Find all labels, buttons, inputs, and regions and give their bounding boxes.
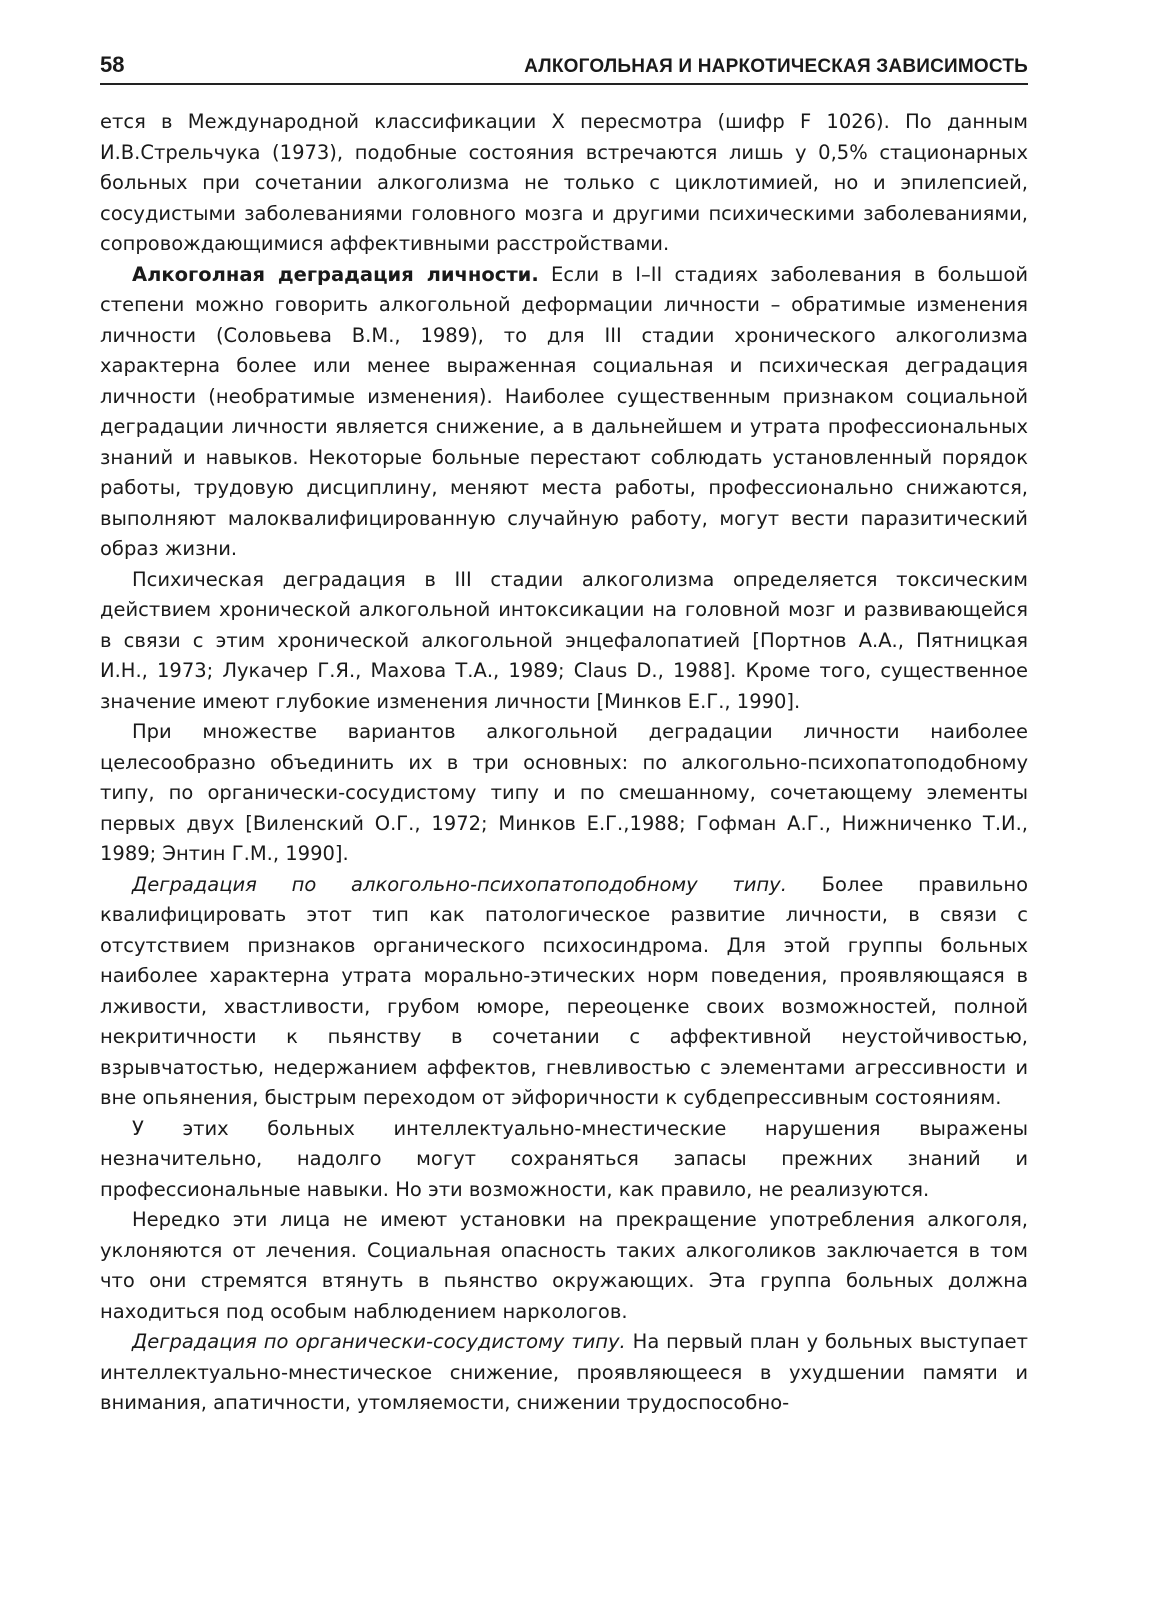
paragraph-continued [100, 107, 1028, 260]
paragraph-alcohol-degradation [100, 260, 1028, 565]
running-title: АЛКОГОЛЬНАЯ И НАРКОТИЧЕСКАЯ ЗАВИСИМОСТЬ [524, 56, 1028, 77]
book-page [100, 52, 1028, 1419]
paragraph-text: Более правильно квалифицировать этот тип как патологическое развитие личности, в связи с отсутствием признаков органического психосиндрома. Для этой группы больных наиболее характерна утрата морально-этических норм поведения, проявляющаяся в лживости, хвастливости, грубом юморе, переоценке своих возможностей, полной некритичности к пьянству в сочетании с аффективной неустойчивостью, взрывчатостью, недержанием аффектов, гневливостью с элементами агрессивности и вне опьянения, быстрым переходом от эйфоричности к субдепрессивным состояниям. [100, 872, 1028, 1109]
paragraph-text: У этих больных интеллектуально-мнестические нарушения выражены незначительно, надолго могут сохраняться запасы прежних знаний и профессиональные навыки. Но эти возможности, как правило, не реализуются. [100, 1116, 1028, 1201]
paragraph-text: Психическая деградация в III стадии алкоголизма определяется токсическим действием хронической алкогольной интоксикации на головной мозг и развивающейся в связи с этим хронической алкогольной энцефалопатией [Портнов А.А., Пятницкая И.Н., 1973; Лукачер Г.Я., Махова Т.А., 1989; Claus D., 1988]. Кроме того, существенное значение имеют глубокие изменения личности [Минков Е.Г., 1990]. [100, 567, 1028, 713]
paragraph-psychic-degradation [100, 565, 1028, 718]
paragraph-organic-vascular-type [100, 1327, 1028, 1419]
page-number: 58 [100, 52, 125, 77]
paragraph-social-danger [100, 1205, 1028, 1327]
paragraph-mnestic-disorders [100, 1114, 1028, 1206]
subsection-run-in-heading: Деградация по алкогольно-психопатоподобному типу. [132, 872, 787, 896]
section-run-in-heading: Алкоголная деградация личности. [132, 262, 539, 286]
subsection-run-in-heading: Деградация по органически-сосудистому типу. [132, 1330, 626, 1353]
paragraph-text: На первый план у больных выступает интеллектуально-мнестическое снижение, проявляющееся в ухудшении памяти и внимания, апатичности, утомляемости, снижении трудоспособно- [100, 1330, 1028, 1414]
paragraph-degradation-variants [100, 717, 1028, 870]
paragraph-text: Нередко эти лица не имеют установки на прекращение употребления алкоголя, уклоняются от лечения. Социальная опасность таких алкоголиков заключается в том что они стремятся втянуть в пьянство окружающих. Эта группа больных должна находиться под особым наблюдением наркологов. [100, 1208, 1028, 1323]
paragraph-psychopathic-type [100, 870, 1028, 1114]
running-header [100, 52, 1028, 85]
body-text [100, 107, 1028, 1419]
paragraph-text: ется в Международной классификации X пересмотра (шифр F 1026). По данным И.В.Стрельчука (1973), подобные состояния встречаются лишь у 0,5% стационарных больных при сочетании алкоголизма не только с циклотимией, но и эпилепсией, сосудистыми заболеваниями головного мозга и другими психическими заболеваниями, сопровождающимися аффективными расстройствами. [100, 110, 1028, 255]
paragraph-text: При множестве вариантов алкогольной деградации личности наиболее целесообразно объединить их в три основных: по алкогольно-психопатоподобному типу, по органически-сосудистому типу и по смешанному, сочетающему элементы первых двух [Виленский О.Г., 1972; Минков Е.Г.,1988; Гофман А.Г., Нижниченко Т.И., 1989; Энтин Г.М., 1990]. [100, 720, 1028, 865]
paragraph-text: Если в I–II стадиях заболевания в большой степени можно говорить алкогольной деформации личности – обратимые изменения личности (Соловьева В.М., 1989), то для III стадии хронического алкоголизма характерна более или менее выраженная социальная и психическая деградация личности (необратимые изменения). Наиболее существенным признаком социальной деградации личности является снижение, а в дальнейшем и утрата профессиональных знаний и навыков. Некоторые больные перестают соблюдать установленный порядок работы, трудовую дисциплину, меняют места работы, профессионально снижаются, выполняют малоквалифицированную случайную работу, могут вести паразитический образ жизни. [100, 262, 1029, 560]
